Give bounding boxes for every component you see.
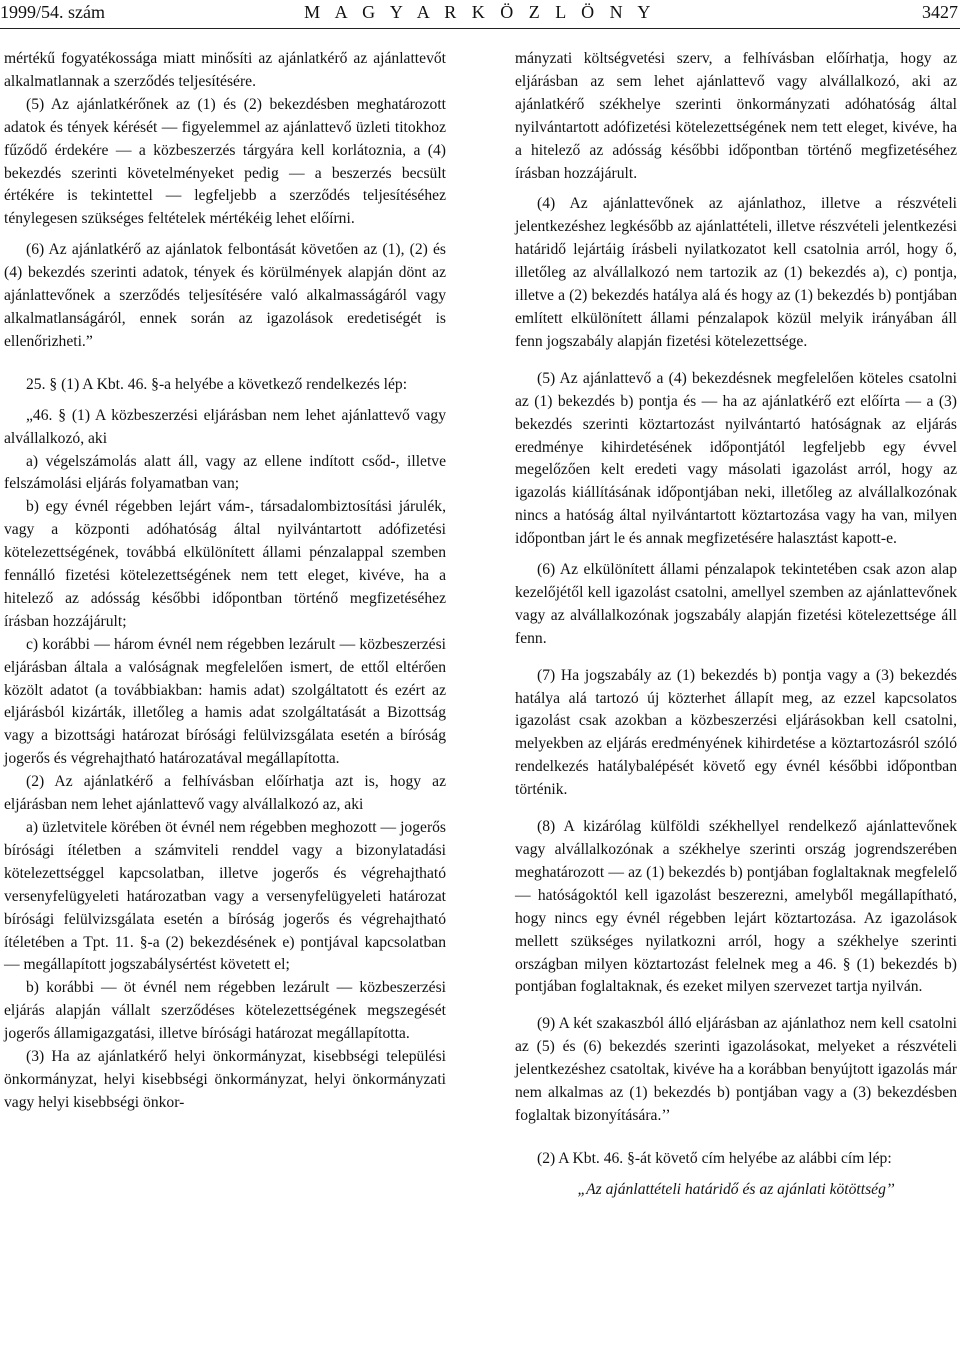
header-rule: [0, 28, 960, 29]
paragraph: mértékű fogyatékossága miatt minősíti az ajánlatkérő az ajánlattevőt alkalmatlannak a szerződés teljesítésére.: [4, 50, 446, 90]
list-item: b) korábbi — öt évnél nem régebben lezárult — közbeszerzési eljárás alapján vállalt szerződéses kötelezettségének megszegését jogerős államigazgatási, illetve bírósági határozat megállapította.: [4, 979, 446, 1043]
paragraph: (3) Ha az ajánlatkérő helyi önkormányzat, kisebbségi települési önkormányzat, helyi kisebbségi önkormányzat, helyi önkormányzati vagy helyi kisebbségi önkor-: [4, 1048, 446, 1111]
paragraph: (5) Az ajánlattevő a (4) bekezdésnek megfelelően köteles csatolni az (1) bekezdés b) pontja és — ha az ajánlatkérő ezt előírta — a (3) bekezdés szerinti köztartozást nyilvántartó hatóságnak az eljárás eredménye kihirdetésének időpontjától legfeljebb egy évvel megelőzően kelt eredeti vagy másolati igazolást arról, hogy az igazolás kiállításának időpontjában neki, illetőleg az alvállalkozónak nincs a hatóság által nyilvántartott köztartozása vagy ha van, milyen időpontban járt le és annak megfizetésére halasztást kapott-e.: [515, 369, 957, 548]
list-item: b) egy évnél régebben lejárt vám-, társadalombiztosítási járulék, vagy a központi adóhatóság által nyilvántartott adófizetési kötelezettségének, továbbá elkülönített állami pénzalappal szemben fennálló fizetési kötelezettségének nem tett eleget, kivéve, ha a hitelező az adósság későbbi időpontban történő megfizetéséhez írásban hozzájárult;: [4, 498, 446, 630]
paragraph: (6) Az elkülönített állami pénzalapok tekintetében csak azon alap kezelőjétől kell igazolást csatolni, amellyel szemben az ajánlattevőnek vagy az alvállalkozónak jogszabály alapján fizetési kötelezettsége áll fenn.: [515, 561, 957, 647]
list-item: c) korábbi — három évnél nem régebben lezárult — közbeszerzési eljárásban általa a valóságnak megfelelően ismert, de ettől eltérően közölt adatot (a továbbiakban: hamis adat) szolgáltatott és ezért az eljárásból kizárták, illetőleg a hamis adat szolgáltatását a Bizottság vagy a bizottsági határozat bírósági felülvizsgálata esetén a bíróság jogerős és végrehajtható határozatával megállapította.: [4, 635, 446, 768]
paragraph: (8) A kizárólag külföldi székhellyel rendelkező ajánlattevőnek vagy alvállalkozónak a székhelye szerinti ország jogrendszerében meghatározott — az (1) bekezdés b) pontjában foglaltaknak megfelelő — hatóságoktól kell igazolást beszerezni, amelyből megállapítható, hogy nincs egy évnél régebben lejárt köztartozása. Az igazolások mellett szükséges nyilatkozni arról, hogy a székhelye szerinti országban milyen köztartozást felelnek meg a 46. § (1) bekezdés b) pontjában foglaltaknak, és ezeket milyen szervezet tartja nyilván.: [515, 818, 957, 996]
left-column: [4, 48, 446, 1115]
paragraph: „46. § (1) A közbeszerzési eljárásban nem lehet ajánlattevő vagy alvállalkozó, aki: [4, 406, 446, 447]
paragraph: (5) Az ajánlatkérőnek az (1) és (2) bekezdésben meghatározott adatok és tények kérését — figyelemmel az ajánlattevő üzleti titokhoz fűződő érdekére — a közbeszerzés tárgyára kell korlátoznia, a (4) bekezdés szerinti követelményeket pedig — a beszerzés becsült értékére is tekintettel — legfeljebb a szerződés teljesítéséhez ténylegesen szükséges feltételek mértékéig lehet előírni.: [4, 95, 446, 228]
paragraph: mányzati költségvetési szerv, a felhívásban előírhatja, hogy az eljárásban az sem lehet ajánlattevő vagy alvállalkozó, aki az ajánlatkérő székhelye szerinti önkormányzati adóhatóság által nyilvántartott adófizetési kötelezettségének nem tett eleget, kivéve, ha a hitelező az adósság későbbi időpontban történő megfizetéséhez írásban hozzájárult.: [515, 50, 957, 182]
page-number: 3427: [922, 2, 958, 22]
list-item: a) üzletvitele körében öt évnél nem régebben meghozott — jogerős bírósági ítéletben a számviteli renddel vagy a bizonylatadási kötelezettséggel kapcsolatban, illetve jogerős és végrehajtható versenyfelügyeleti határozatban vagy a versenyfelügyeleti határozat bírósági felülvizsgálata esetén a bíróság jogerős és végrehajtható ítéletében a Tpt. 11. §-a (2) bekezdésének e) pontjával kapcsolatban — megállapított jogszabálysértést követett el;: [4, 819, 446, 974]
paragraph: (2) A Kbt. 46. §-át követő cím helyébe az alábbi cím lép:: [537, 1149, 892, 1167]
paragraph: (7) Ha jogszabály az (1) bekezdés b) pontja vagy a (3) bekezdés hatálya alá tartozó új közterhet állapít meg, az ezzel kapcsolatos igazolást csak azokban a közbeszerzési eljárásokban kell csatolni, melyekben az eljárás eredményének kihirdetése a köztartozásról szóló rendelkezés hatálybalépését követő egy évnél későbbi időpontban történik.: [515, 666, 957, 799]
list-item: a) végelszámolás alatt áll, vagy az ellene indított csőd-, illetve felszámolási eljárás folyamatban van;: [4, 452, 446, 493]
paragraph: (6) Az ajánlatkérő az ajánlatok felbontását követően az (1), (2) és (4) bekezdés szerinti adatok, tények és körülmények alapján dönt az ajánlattevőnek a szerződés teljesítésére való alkalmasságáról vagy alkalmatlanságáról, ennek során az igazolások eredetiségét is ellenőrizheti.”: [4, 241, 446, 350]
right-column: [515, 48, 957, 1202]
paragraph: (4) Az ajánlattevőnek az ajánlathoz, illetve a részvételi jelentkezéshez legkésőbb az ajánlattételi, illetve részvételi jelentkezési határidő lejártáig írásbeli nyilatkozatot kell csatolnia arról, hogy ő, illetőleg az alvállalkozó nem tartozik az (1) bekezdés a), c) pontja, illetve a (2) bekezdés hatálya alá és hogy az (1) bekezdés b) pontjában említett elkülönített állami pénzalapok közül melyik irányában áll fenn jogszabály alapján fizetési kötelezettsége.: [515, 195, 957, 350]
paragraph: (9) A két szakaszból álló eljárásban az ajánlathoz nem kell csatolni az (5) és (6) bekezdés szerinti igazolásokat, melyeket a részvételi jelentkezéshez csatoltak, kivéve ha a korábban benyújtott igazolás már nem alkalmas az (1) bekezdés b) pontjában vagy a (3) bekezdésben foglaltak bizonyítására.’’: [515, 1015, 957, 1124]
section-heading: 25. § (1) A Kbt. 46. §-a helyébe a következő rendelkezés lép:: [26, 375, 408, 393]
paragraph: (2) Az ajánlatkérő a felhívásban előírhatja azt is, hogy az eljárásban nem lehet ajánlattevő vagy alvállalkozó az, aki: [4, 773, 446, 814]
page-header: [0, 2, 960, 28]
journal-title: M A G Y A R K Ö Z L Ö N Y: [304, 2, 656, 22]
subtitle: „Az ajánlattételi határidő és az ajánlati kötöttség’’: [577, 1180, 895, 1198]
issue-number: 1999/54. szám: [0, 2, 105, 22]
